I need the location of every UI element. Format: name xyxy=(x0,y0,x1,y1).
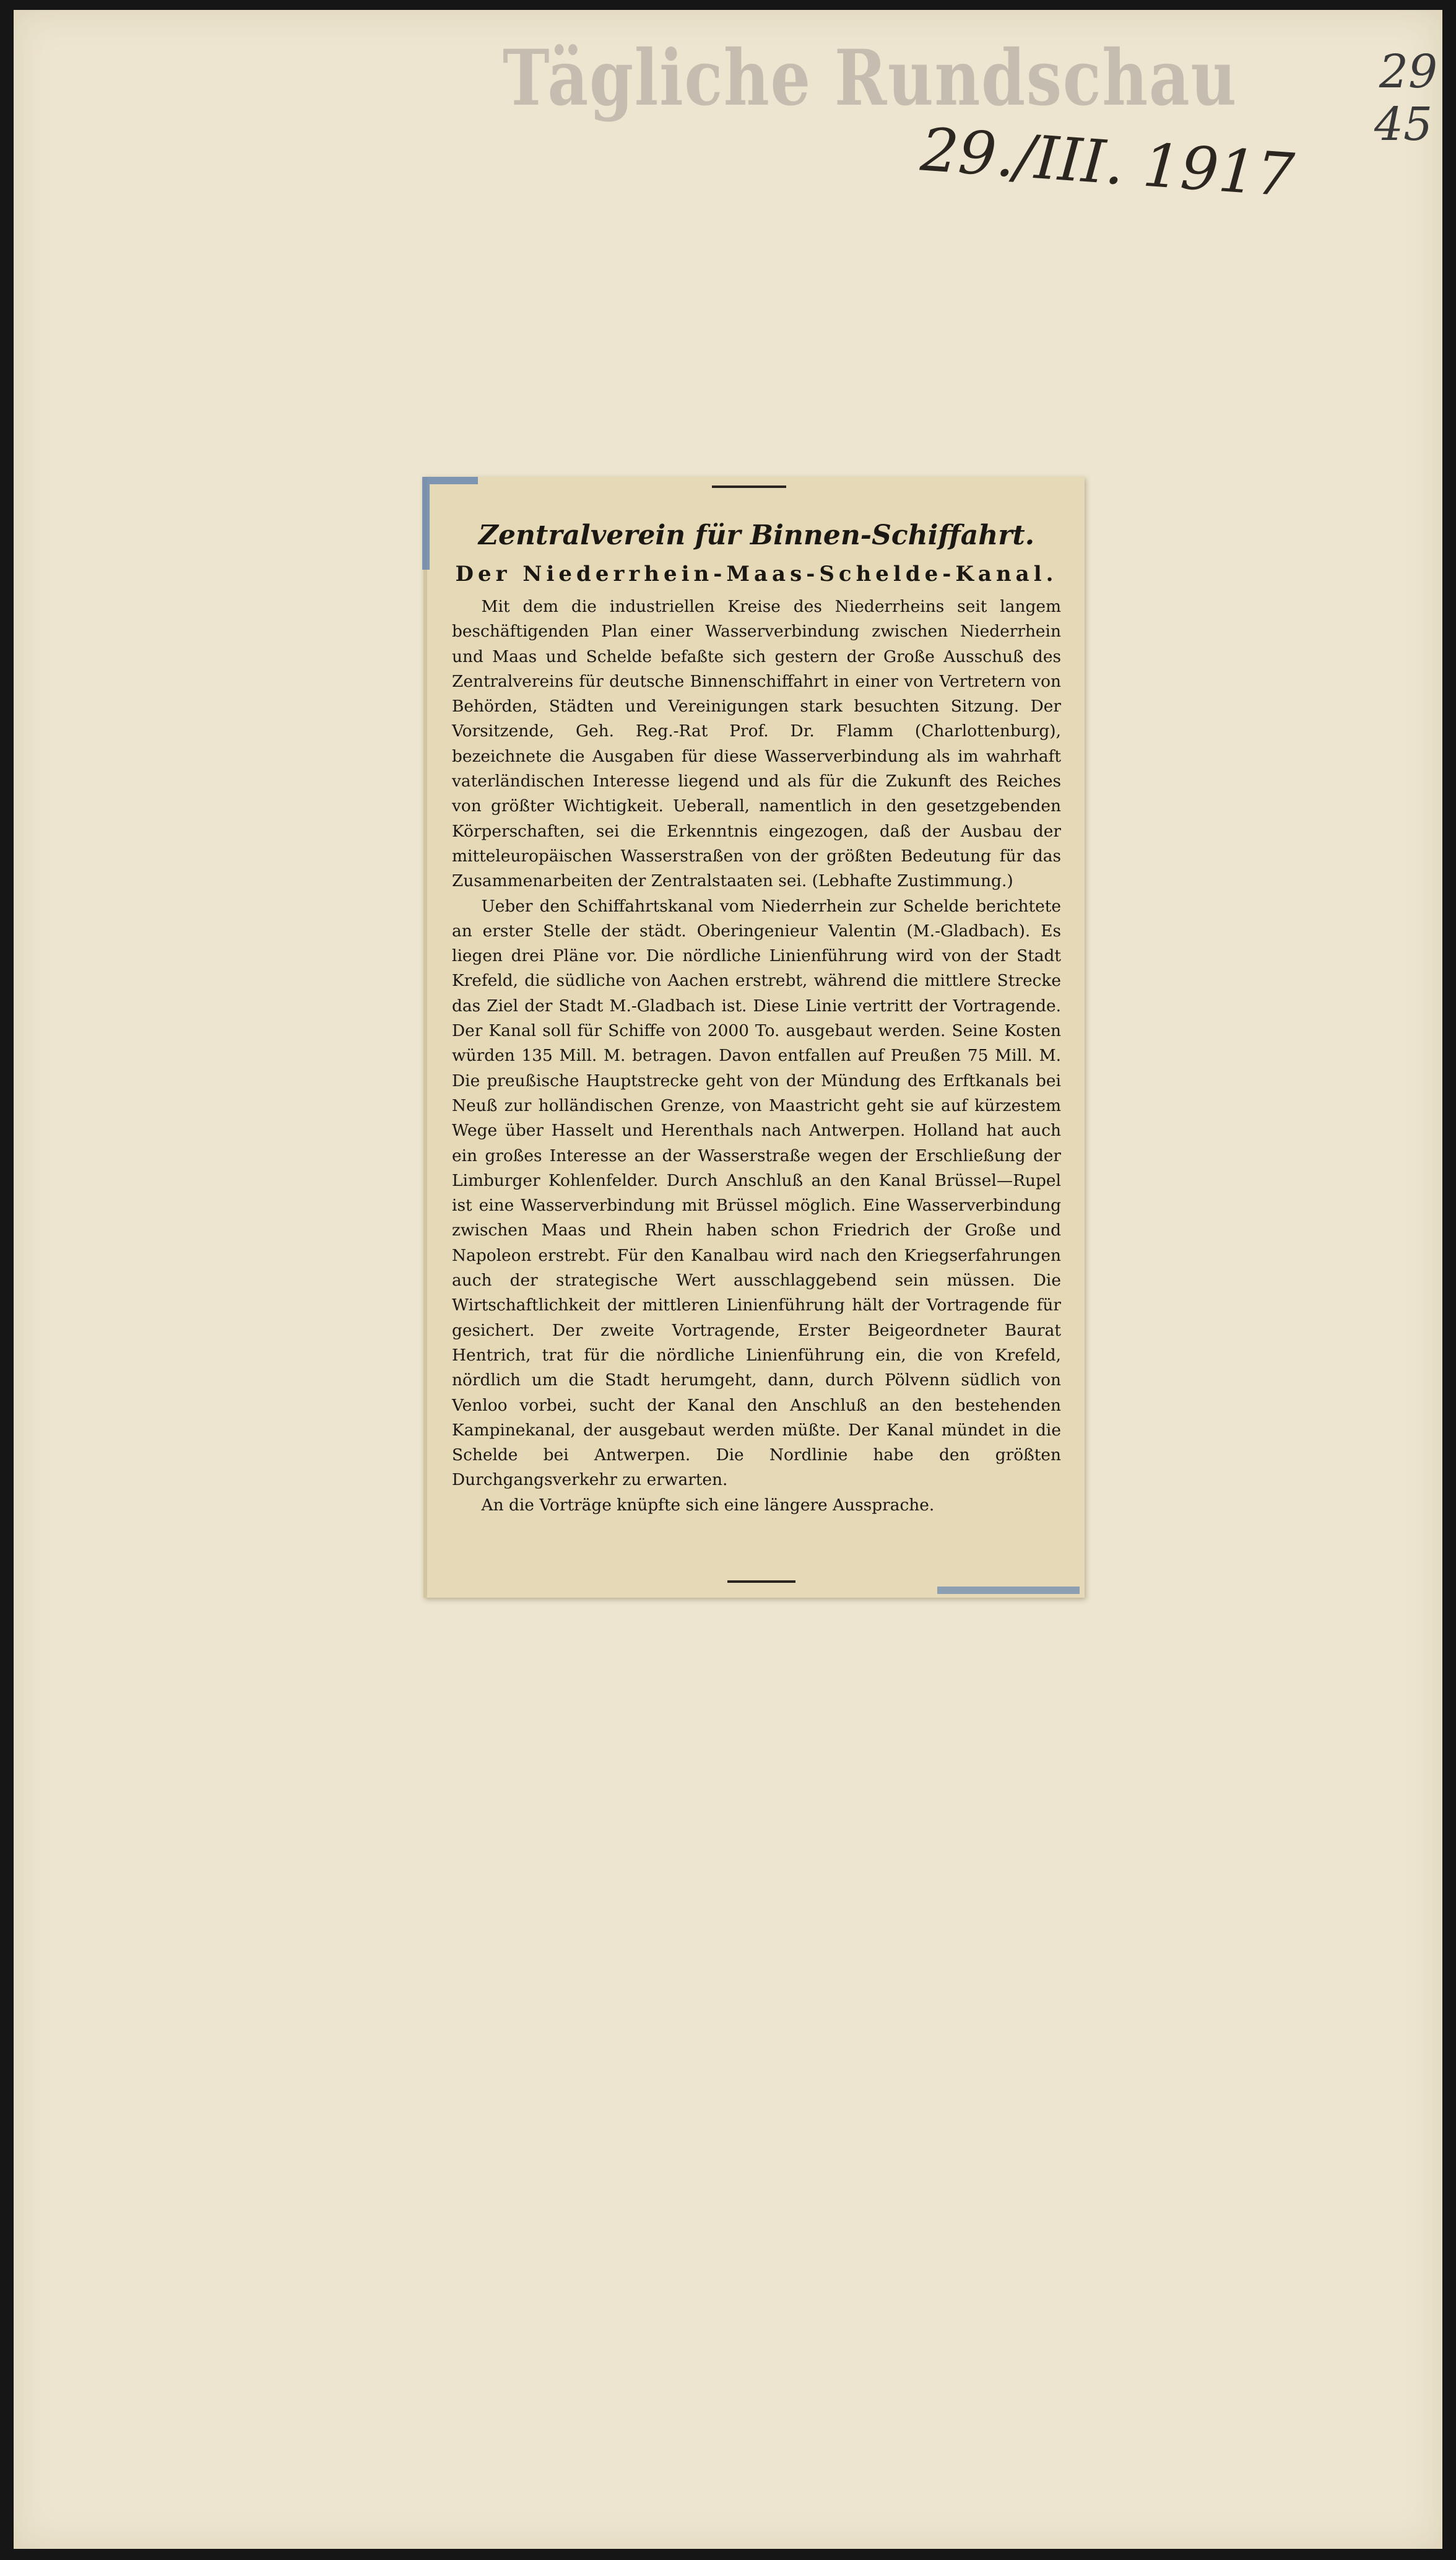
blue-pencil-mark xyxy=(422,477,478,570)
separator-rule-top xyxy=(712,485,786,488)
article-body xyxy=(452,594,1061,1518)
article-headline: Zentralverein für Binnen-Schiffahrt. xyxy=(478,520,1035,551)
handwritten-date: 29./III. 1917 xyxy=(918,115,1297,211)
blue-pencil-underline xyxy=(937,1587,1080,1594)
separator-rule-bottom xyxy=(727,1580,795,1583)
article-paragraph: Ueber den Schiffahrtskanal vom Niederrhein zur Schelde berichtete an erster Stelle der städt. Oberingenieur Valentin (M.-Gladbach). Es liegen drei Pläne vor. Die nördliche Linienführung wird von der Stadt Krefeld, die südliche von Aachen erstrebt, während die mittlere Strecke das Ziel der Stadt M.-Gladbach ist. Diese Linie vertritt der Vortragende. Der Kanal soll für Schiffe von 2000 To. ausgebaut werden. Seine Kosten würden 135 Mill. M. betragen. Davon entfallen auf Preußen 75 Mill. M. Die preußische Hauptstrecke geht von der Mündung des Erftkanals bei Neuß zur holländischen Grenze, von Maastricht geht sie auf kürzestem Wege über Hasselt und Herenthals nach Antwerpen. Holland hat auch ein großes Interesse an der Wasserstraße wegen der Erschließung der Limburger Kohlenfelder. Durch Anschluß an den Kanal Brüssel—Rupel ist eine Wasserverbindung mit Brüssel möglich. Eine Wasserverbindung zwischen Maas und Rhein haben schon Friedrich der Große und Napoleon erstrebt. Für den Kanalbau wird nach den Kriegserfahrungen auch der strategische Wert ausschlaggebend sein müssen. Die Wirtschaftlichkeit der mittleren Linienführung hält der Vortragende für gesichert. Der zweite Vortragende, Erster Beigeordneter Baurat Hentrich, trat für die nördliche Linienführung ein, die von Krefeld, nördlich um die Stadt herumgeht, dann, durch Pölvenn südlich von Venloo vorbei, sucht der Kanal den Anschluß an den bestehenden Kampinekanal, der ausgebaut werden müßte. Der Kanal mündet in die Schelde bei Antwerpen. Die Nordlinie habe den größten Durchgangsverkehr zu erwarten. xyxy=(452,896,1061,1490)
newspaper-name-stamp: Tägliche Rundschau xyxy=(503,33,1237,123)
newspaper-clipping xyxy=(423,477,1085,1598)
page-number-top: 29 xyxy=(1379,45,1438,98)
article-paragraph: Mit dem die industriellen Kreise des Niederrheins seit langem beschäftigenden Plan einer Wasserverbindung zwischen Niederrhein und Maas und Schelde befaßte sich gestern der Große Ausschuß des Zentralvereins für deutsche Binnenschiffahrt in einer von Vertretern von Behörden, Städten und Vereinigungen stark besuchten Sitzung. Der Vorsitzende, Geh. Reg.-Rat Prof. Dr. Flamm (Charlottenburg), bezeichnete die Ausgaben für diese Wasserverbindung als im wahrhaft vaterländischen Interesse liegend und als für die Zukunft des Reiches von größter Wichtigkeit. Ueberall, namentlich in den gesetzgebenden Körperschaften, sei die Erkenntnis eingezogen, daß der Ausbau der mitteleuropäischen Wasserstraßen von der größten Bedeutung für das Zusammenarbeiten der Zentralstaaten sei. (Lebhafte Zustimmung.) xyxy=(452,597,1061,891)
page-number-bottom: 45 xyxy=(1374,98,1433,151)
article-subheadline: Der Niederrhein-Maas-Schelde-Kanal. xyxy=(455,562,1058,586)
archive-sheet xyxy=(14,10,1442,2549)
article-paragraph: An die Vorträge knüpfte sich eine längere Aussprache. xyxy=(481,1495,935,1515)
